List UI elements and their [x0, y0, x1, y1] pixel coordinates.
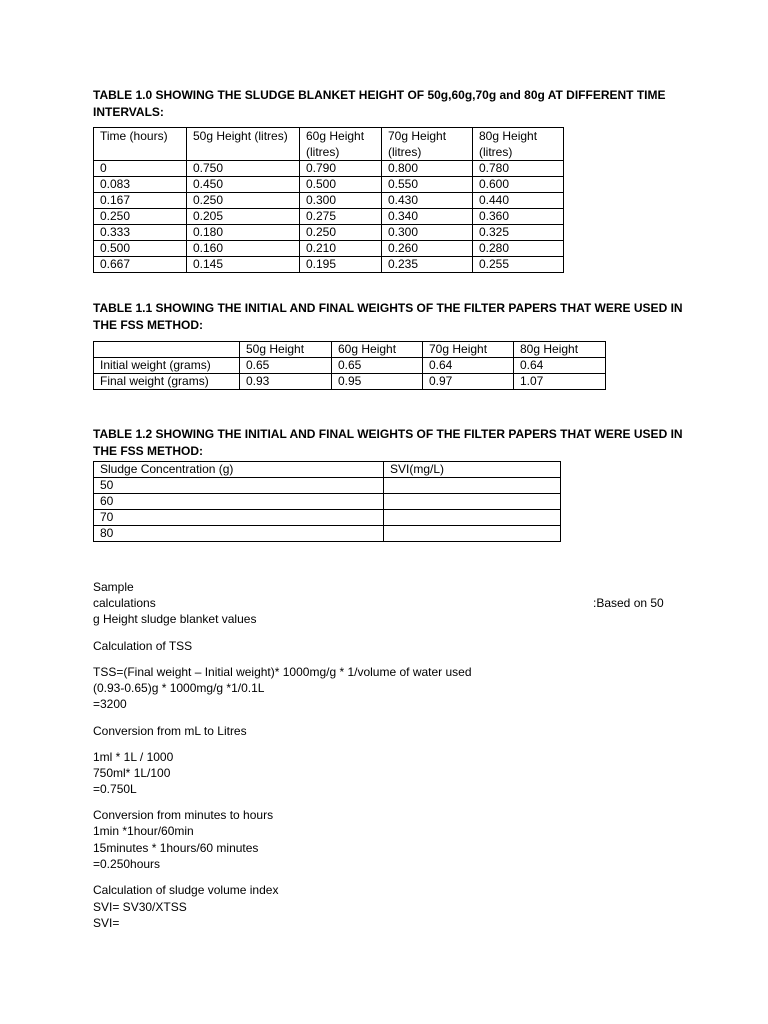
table-cell: 0.667 — [94, 257, 187, 273]
table-1-1-caption: TABLE 1.1 SHOWING THE INITIAL AND FINAL WEIGHTS OF THE FILTER PAPERS THAT WERE USED IN THE FSS METHOD: — [93, 301, 683, 332]
table-cell: 0.250 — [94, 209, 187, 225]
table-cell: 0.430 — [382, 193, 473, 209]
table-cell: Final weight (grams) — [94, 374, 240, 390]
table-cell: 0.790 — [300, 161, 382, 177]
tss-title: Calculation of TSS — [93, 639, 193, 653]
table-header-cell: Sludge Concentration (g) — [94, 462, 384, 478]
table-cell: 0.260 — [382, 241, 473, 257]
table-cell: 0.600 — [473, 177, 564, 193]
table-row — [94, 526, 561, 542]
table-header-cell: SVI(mg/L) — [384, 462, 561, 478]
table-header-row — [94, 128, 564, 161]
table-cell: 0.205 — [187, 209, 300, 225]
ml-conversion-step-2: 750ml* 1L/100 — [93, 766, 171, 780]
table-cell: 0.340 — [382, 209, 473, 225]
minutes-conversion-title: Conversion from minutes to hours — [93, 808, 274, 822]
table-row — [94, 177, 564, 193]
tss-result: =3200 — [93, 697, 127, 711]
table-cell — [384, 494, 561, 510]
table-cell — [384, 478, 561, 494]
table-cell: 0.250 — [300, 225, 382, 241]
table-header-cell — [94, 342, 240, 358]
svi-title: Calculation of sludge volume index — [93, 883, 279, 897]
table-header-cell: 80g Height — [514, 342, 606, 358]
table-cell: 1.07 — [514, 374, 606, 390]
table-cell: 0.750 — [187, 161, 300, 177]
table-cell: 0.083 — [94, 177, 187, 193]
table-row — [94, 241, 564, 257]
table-header-cell: 50g Height — [240, 342, 332, 358]
table-row — [94, 209, 564, 225]
calculations-label: calculations — [93, 596, 156, 610]
table-header-cell: 70g Height (litres) — [382, 128, 473, 161]
table-cell: 0.95 — [332, 374, 423, 390]
sample-label: Sample — [93, 580, 134, 594]
table-cell: 0.275 — [300, 209, 382, 225]
table-cell: 0.235 — [382, 257, 473, 273]
table-cell: 0.65 — [332, 358, 423, 374]
table-header-cell: 60g Height — [332, 342, 423, 358]
table-row — [94, 225, 564, 241]
table-cell: 0.360 — [473, 209, 564, 225]
minutes-conversion-result: =0.250hours — [93, 857, 161, 871]
table-1-0 — [93, 127, 564, 273]
table-cell: 0.180 — [187, 225, 300, 241]
table-row — [94, 257, 564, 273]
table-header-cell: 50g Height (litres) — [187, 128, 300, 161]
table-cell: 0.255 — [473, 257, 564, 273]
table-cell: 0.64 — [514, 358, 606, 374]
height-values-label: g Height sludge blanket values — [93, 612, 257, 626]
table-row — [94, 193, 564, 209]
table-row — [94, 374, 606, 390]
svi-formula: SVI= SV30/XTSS — [93, 900, 187, 914]
table-cell: Initial weight (grams) — [94, 358, 240, 374]
table-1-1 — [93, 341, 606, 390]
ml-conversion-title: Conversion from mL to Litres — [93, 724, 247, 738]
table-row — [94, 478, 561, 494]
table-header-cell: 80g Height (litres) — [473, 128, 564, 161]
table-cell: 0.195 — [300, 257, 382, 273]
table-cell: 0.500 — [300, 177, 382, 193]
based-on-label: :Based on 50 — [593, 596, 664, 610]
table-cell: 0.145 — [187, 257, 300, 273]
minutes-conversion-step-2: 15minutes * 1hours/60 minutes — [93, 841, 259, 855]
ml-conversion-result: =0.750L — [93, 782, 137, 796]
tss-calculation: (0.93-0.65)g * 1000mg/g *1/0.1L — [93, 681, 265, 695]
table-cell: 0.210 — [300, 241, 382, 257]
table-cell: 80 — [94, 526, 384, 542]
table-1-2 — [93, 461, 561, 542]
table-cell: 0.550 — [382, 177, 473, 193]
table-1-0-caption: TABLE 1.0 SHOWING THE SLUDGE BLANKET HEIGHT OF 50g,60g,70g and 80g AT DIFFERENT TIME INTERVALS: — [93, 88, 666, 119]
svi-result: SVI= — [93, 916, 120, 930]
table-cell: 0.780 — [473, 161, 564, 177]
table-cell: 0.167 — [94, 193, 187, 209]
minutes-conversion-step-1: 1min *1hour/60min — [93, 824, 194, 838]
table-cell: 0.333 — [94, 225, 187, 241]
table-cell: 0.250 — [187, 193, 300, 209]
table-cell: 0.300 — [382, 225, 473, 241]
table-1-2-caption: TABLE 1.2 SHOWING THE INITIAL AND FINAL WEIGHTS OF THE FILTER PAPERS THAT WERE USED IN THE FSS METHOD: — [93, 427, 683, 458]
table-row — [94, 510, 561, 526]
table-cell — [384, 526, 561, 542]
table-header-row — [94, 462, 561, 478]
table-cell: 0.93 — [240, 374, 332, 390]
table-cell: 0.450 — [187, 177, 300, 193]
table-cell: 0.97 — [423, 374, 514, 390]
table-cell: 0.280 — [473, 241, 564, 257]
table-header-cell: Time (hours) — [94, 128, 187, 161]
table-cell: 50 — [94, 478, 384, 494]
table-header-cell: 70g Height — [423, 342, 514, 358]
table-cell: 0.300 — [300, 193, 382, 209]
table-cell — [384, 510, 561, 526]
table-row — [94, 358, 606, 374]
table-header-row — [94, 342, 606, 358]
table-cell: 0.160 — [187, 241, 300, 257]
ml-conversion-step-1: 1ml * 1L / 1000 — [93, 750, 174, 764]
table-cell: 60 — [94, 494, 384, 510]
table-cell: 0.500 — [94, 241, 187, 257]
table-header-cell: 60g Height (litres) — [300, 128, 382, 161]
table-cell: 0.440 — [473, 193, 564, 209]
table-cell: 0.65 — [240, 358, 332, 374]
table-cell: 70 — [94, 510, 384, 526]
tss-formula: TSS=(Final weight – Initial weight)* 1000mg/g * 1/volume of water used — [93, 665, 472, 679]
table-cell: 0.325 — [473, 225, 564, 241]
table-row — [94, 161, 564, 177]
table-cell: 0 — [94, 161, 187, 177]
table-cell: 0.800 — [382, 161, 473, 177]
table-row — [94, 494, 561, 510]
table-cell: 0.64 — [423, 358, 514, 374]
